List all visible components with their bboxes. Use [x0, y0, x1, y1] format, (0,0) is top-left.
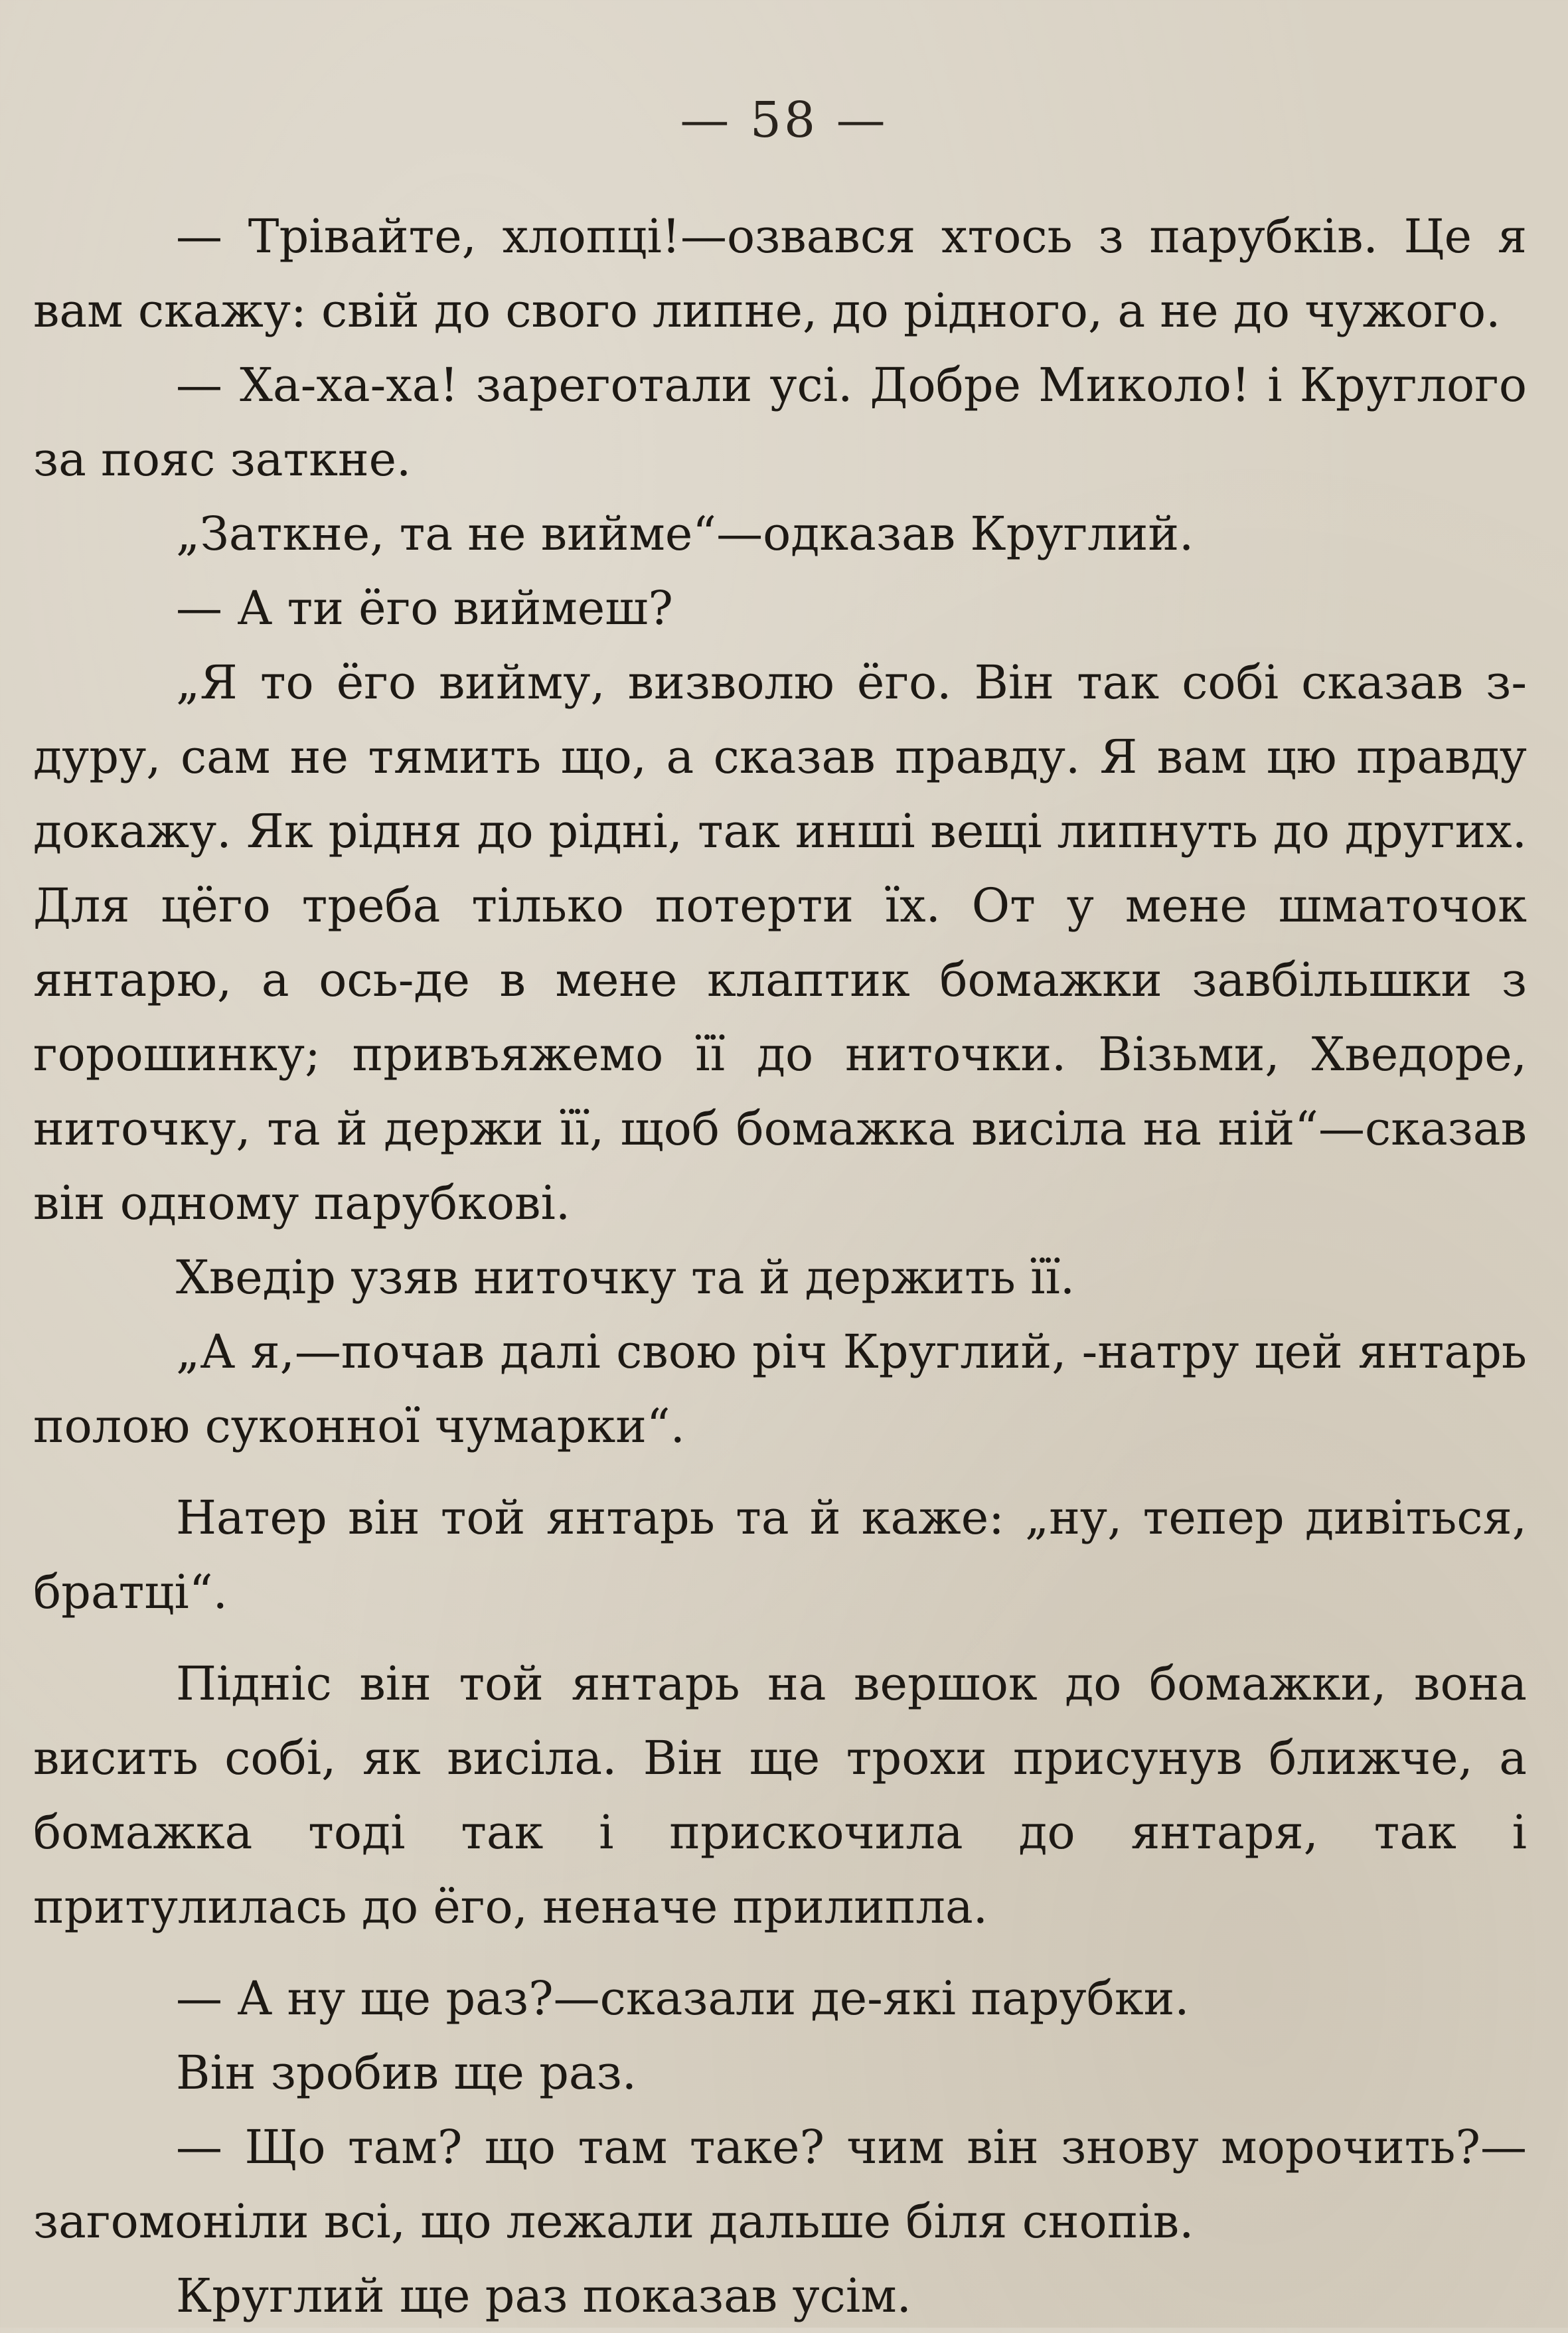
paragraph: „Заткне, та не вийме“—одказав Круглий. [176, 507, 1194, 561]
paragraph: Підніс він той янтарь на вершок до бомажки, вона висить собі, як висіла. Він ще трохи присунув ближче, а бомажка тоді так і прискочила до янтаря, так і притулилась до ёго, неначе прилипла. [33, 1656, 1527, 1934]
page-number: — 58 — [680, 92, 888, 149]
paragraph: — Трівайте, хлопці!—озвався хтось з парубків. Це я вам скажу: свій до свого липне, до рідного, а не до чужого. [33, 209, 1527, 338]
paragraph: Натер він той янтарь та й каже: „ну, тепер дивіться, братці“. [33, 1490, 1527, 1619]
paragraph: Хведір узяв ниточку та й держить її. [176, 1250, 1075, 1305]
paragraph: — А ну ще раз?—сказали де-які парубки. [176, 1971, 1190, 2026]
paragraph: „Я то ёго вийму, визволю ёго. Він так собі сказав з-дуру, сам не тямить що, а сказав правду. Я вам цю правду докажу. Як рідня до рідні, так инші вещі липнуть до других. Для цёго треба тілько потерти їх. От у мене шматочок янтарю, а ось-де в мене клаптик бомажки завбільшки з горошинку; привъяжемо її до ниточки. Візьми, Хведоре, ниточку, та й держи її, щоб бомажка висіла на ній“—сказав він одному парубкові. [33, 655, 1527, 1230]
paragraph: — Що там? що там таке? чим він знову морочить?—загомоніли всі, що лежали дальше біля снопів. [33, 2120, 1527, 2249]
paragraph: Круглий ще раз показав усім. [176, 2269, 911, 2323]
page-text [33, 199, 1527, 2333]
paragraph: Він зробив ще раз. [176, 2046, 637, 2100]
paragraph: — Ха-ха-ха! зареготали усі. Добре Миколо! і Круглого за пояс заткне. [33, 358, 1527, 487]
paragraph: „А я,—почав далі свою річ Круглий, -натру цей янтарь полою суконної чумарки“. [33, 1325, 1527, 1453]
paragraph: — А ти ёго виймеш? [176, 581, 673, 635]
